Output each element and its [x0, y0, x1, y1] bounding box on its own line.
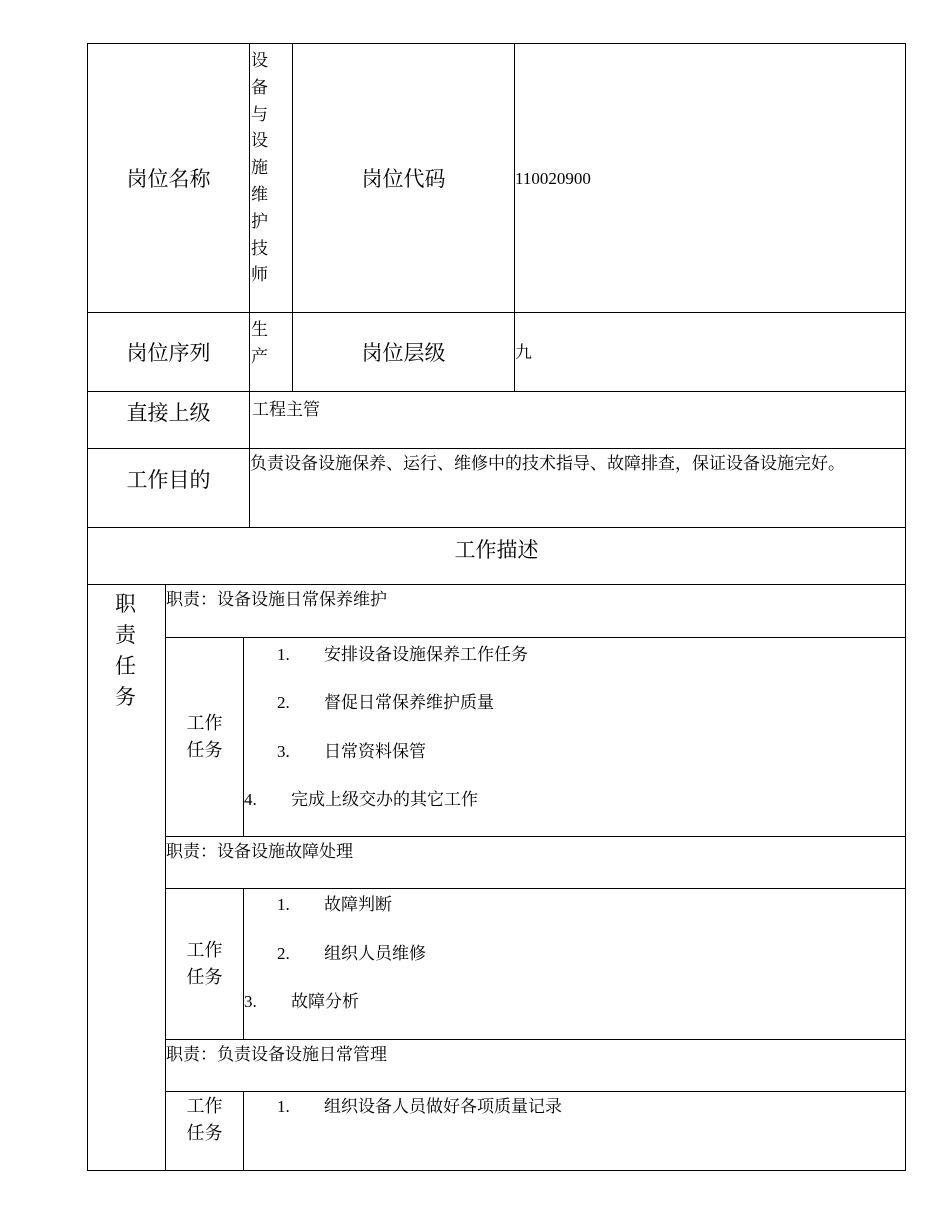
task-number: 2.: [277, 944, 290, 963]
task-item: [277, 642, 528, 667]
post-name-label: 岗位名称: [87, 43, 250, 313]
superior-value: 工程主管: [249, 391, 906, 449]
task-text: 故障分析: [291, 992, 359, 1011]
task-text: 督促日常保养维护质量: [324, 693, 494, 712]
task-number: 2.: [277, 693, 290, 712]
task-number: 1.: [277, 1097, 290, 1116]
task-list: [243, 637, 906, 837]
task-text: 日常资料保管: [324, 742, 426, 761]
task-item: [244, 787, 478, 812]
task-number: 1.: [277, 645, 290, 664]
post-code-value: 110020900: [514, 43, 906, 313]
task-list: [243, 888, 906, 1040]
task-text: 故障判断: [324, 895, 392, 914]
task-label: 工作任务: [165, 888, 244, 1040]
task-number: 3.: [244, 992, 257, 1011]
series-value: 生产: [249, 312, 293, 392]
task-item: [277, 690, 494, 715]
duty-title: 职责：设备设施故障处理: [165, 836, 906, 889]
task-item: [244, 989, 359, 1014]
superior-label: 直接上级: [87, 391, 250, 449]
post-code-label: 岗位代码: [292, 43, 515, 313]
task-number: 3.: [277, 742, 290, 761]
purpose-value: 负责设备设施保养、运行、维修中的技术指导、故障排查，保证设备设施完好。: [249, 448, 906, 528]
task-item: [277, 1094, 562, 1119]
task-label: 工作任务: [165, 1091, 244, 1171]
task-list: [243, 1091, 906, 1171]
task-item: [277, 941, 426, 966]
duty-title: 职责：设备设施日常保养维护: [165, 584, 906, 638]
task-item: [277, 739, 426, 764]
duty-title: 职责：负责设备设施日常管理: [165, 1039, 906, 1092]
task-text: 完成上级交办的其它工作: [291, 790, 478, 809]
task-text: 安排设备设施保养工作任务: [324, 645, 528, 664]
duties-label: 职责任务: [87, 584, 166, 1171]
series-label: 岗位序列: [87, 312, 250, 392]
task-item: [277, 892, 392, 917]
task-text: 组织设备人员做好各项质量记录: [324, 1097, 562, 1116]
task-number: 4.: [244, 790, 257, 809]
task-label: 工作任务: [165, 637, 244, 837]
purpose-label: 工作目的: [87, 448, 250, 528]
task-text: 组织人员维修: [324, 944, 426, 963]
level-value: 九: [514, 312, 906, 392]
description-title: 工作描述: [87, 527, 906, 585]
post-name-value: 设备与设施维护技师: [249, 43, 293, 313]
level-label: 岗位层级: [292, 312, 515, 392]
task-number: 1.: [277, 895, 290, 914]
